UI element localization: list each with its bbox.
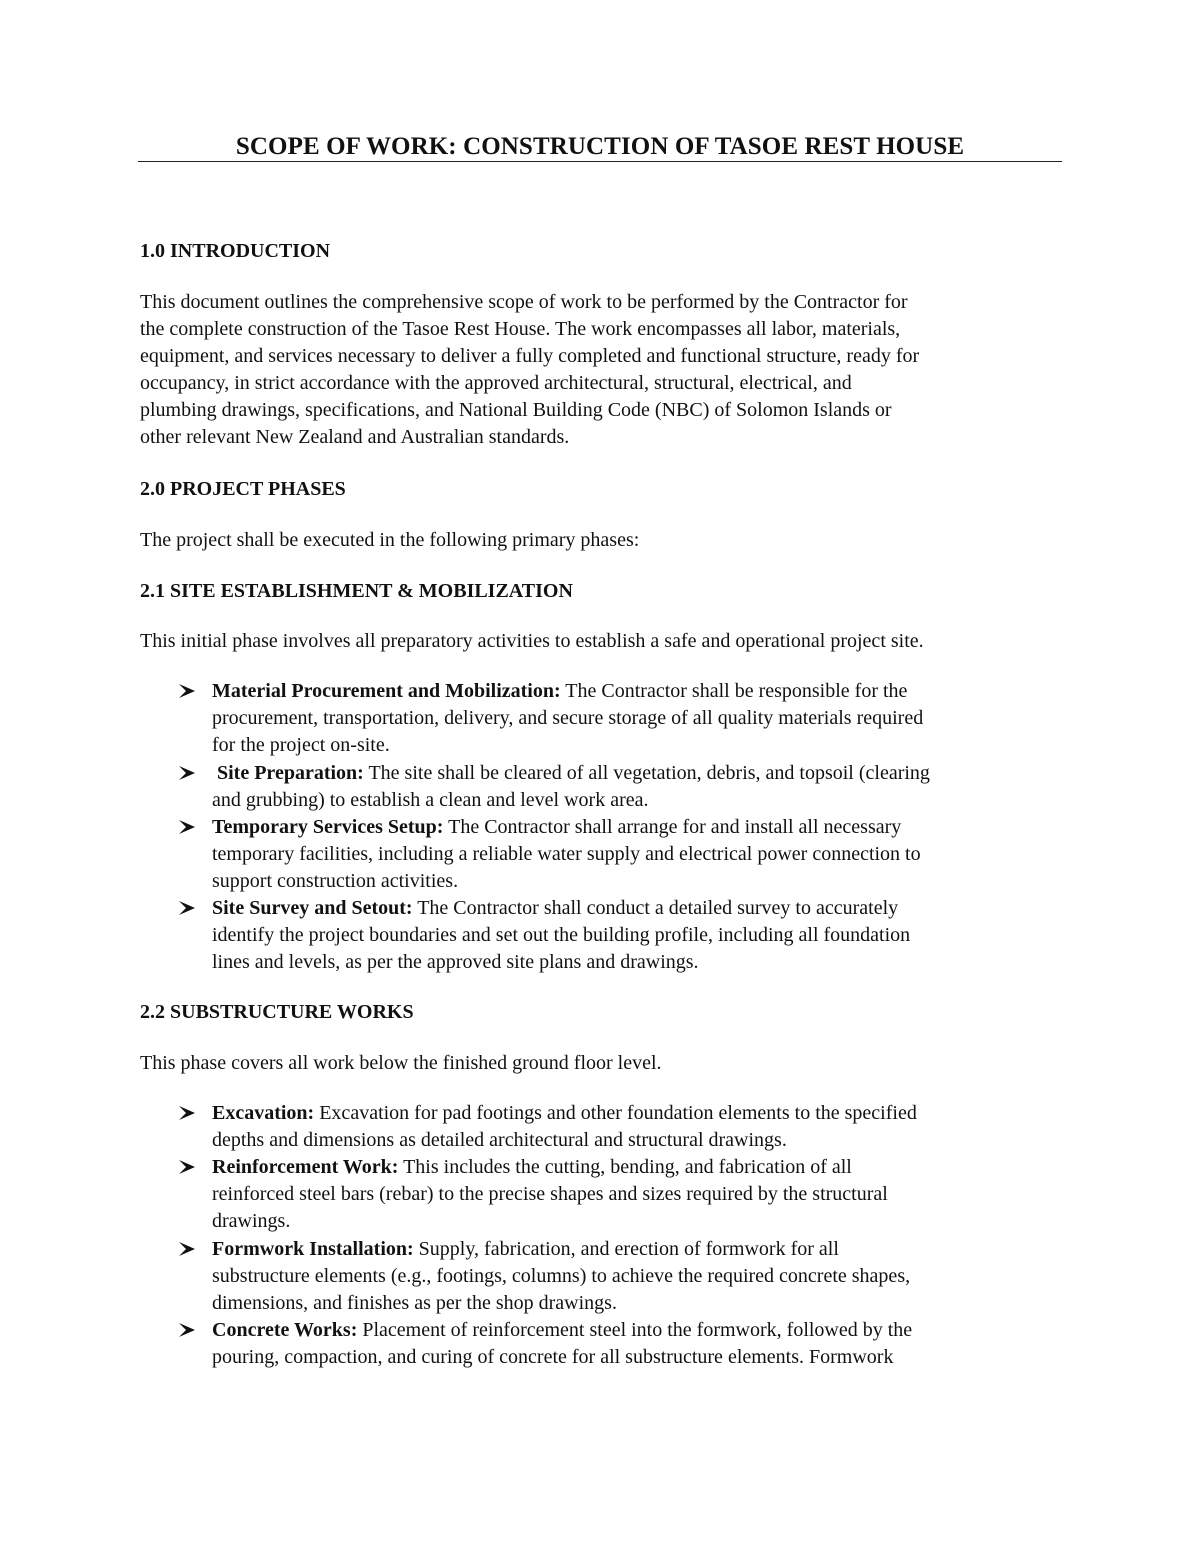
list-item-term: Site Preparation:: [212, 762, 364, 784]
section-heading-substructure: 2.2 SUBSTRUCTURE WORKS: [140, 1001, 414, 1023]
list-item-text: The Contractor shall conduct a detailed survey to accurately: [412, 897, 899, 919]
paragraph-line: plumbing drawings, specifications, and National Building Code (NBC) of Solomon Islands or: [140, 399, 892, 421]
list-item-text: Excavation for pad footings and other foundation elements to the specified: [314, 1102, 917, 1124]
arrow-bullet-icon: [178, 1100, 200, 1127]
introduction-paragraph: [140, 289, 1065, 451]
list-item-text: temporary facilities, including a reliable water supply and electrical power connection to: [212, 843, 921, 865]
arrow-bullet-icon: [178, 814, 200, 841]
site-establishment-intro: [140, 628, 1065, 655]
list-item-text: reinforced steel bars (rebar) to the precise shapes and sizes required by the structural: [212, 1183, 888, 1205]
list-item-term: Temporary Services Setup:: [212, 816, 444, 838]
list-item-text: Placement of reinforcement steel into the formwork, followed by the: [357, 1319, 913, 1341]
list-item-text: Supply, fabrication, and erection of formwork for all: [413, 1238, 839, 1260]
arrow-bullet-icon: [178, 1317, 200, 1344]
paragraph-line: This document outlines the comprehensive scope of work to be performed by the Contractor for: [140, 291, 908, 313]
list-item-text: support construction activities.: [212, 870, 459, 892]
list-item-text: This includes the cutting, bending, and fabrication of all: [398, 1156, 852, 1178]
title-underline: [138, 161, 1062, 162]
list-item-text: substructure elements (e.g., footings, columns) to achieve the required concrete shapes,: [212, 1265, 911, 1287]
arrow-bullet-icon: [178, 895, 200, 922]
paragraph-line: This phase covers all work below the finished ground floor level.: [140, 1052, 662, 1074]
list-item-term: Concrete Works:: [212, 1319, 358, 1341]
arrow-bullet-icon: [178, 678, 200, 705]
arrow-bullet-icon: [178, 1236, 200, 1263]
section-heading-site-establishment: 2.1 SITE ESTABLISHMENT & MOBILIZATION: [140, 580, 573, 602]
document-title: SCOPE OF WORK: CONSTRUCTION OF TASOE REST HOUSE: [235, 133, 965, 160]
list-item-text: procurement, transportation, delivery, and secure storage of all quality materials required: [212, 707, 924, 729]
list-item-term: Excavation:: [212, 1102, 315, 1124]
list-item-text: pouring, compaction, and curing of concrete for all substructure elements. Formwork: [212, 1346, 894, 1368]
paragraph-line: This initial phase involves all preparatory activities to establish a safe and operational project site.: [140, 630, 924, 652]
list-item-text: identify the project boundaries and set out the building profile, including all foundation: [212, 924, 911, 946]
list-item-text: dimensions, and finishes as per the shop drawings.: [212, 1292, 617, 1314]
list-item-text: drawings.: [212, 1210, 291, 1232]
list-item-term: Material Procurement and Mobilization:: [212, 680, 561, 702]
list-item-text: The Contractor shall be responsible for the: [560, 680, 908, 702]
list-item-term: Site Survey and Setout:: [212, 897, 413, 919]
paragraph-line: the complete construction of the Tasoe Rest House. The work encompasses all labor, materials,: [140, 318, 901, 340]
substructure-intro: [140, 1050, 1065, 1077]
list-item-term: Formwork Installation:: [212, 1238, 414, 1260]
list-item-text: lines and levels, as per the approved site plans and drawings.: [212, 951, 699, 973]
paragraph-line: equipment, and services necessary to deliver a fully completed and functional structure, ready for: [140, 345, 920, 367]
list-item-term: Reinforcement Work:: [212, 1156, 399, 1178]
paragraph-line: occupancy, in strict accordance with the approved architectural, structural, electrical, and: [140, 372, 852, 394]
list-item-text: for the project on-site.: [212, 734, 390, 756]
list-item-text: depths and dimensions as detailed architectural and structural drawings.: [212, 1129, 787, 1151]
paragraph-line: The project shall be executed in the following primary phases:: [140, 529, 640, 551]
project-phases-intro: [140, 527, 1065, 554]
list-item-text: and grubbing) to establish a clean and level work area.: [212, 789, 649, 811]
paragraph-line: other relevant New Zealand and Australian standards.: [140, 426, 570, 448]
list-item-text: The site shall be cleared of all vegetation, debris, and topsoil (clearing: [363, 762, 930, 784]
arrow-bullet-icon: [178, 1154, 200, 1181]
arrow-bullet-icon: [178, 760, 200, 787]
list-item-text: The Contractor shall arrange for and install all necessary: [443, 816, 902, 838]
section-heading-project-phases: 2.0 PROJECT PHASES: [140, 478, 346, 500]
section-heading-introduction: 1.0 INTRODUCTION: [140, 240, 331, 262]
